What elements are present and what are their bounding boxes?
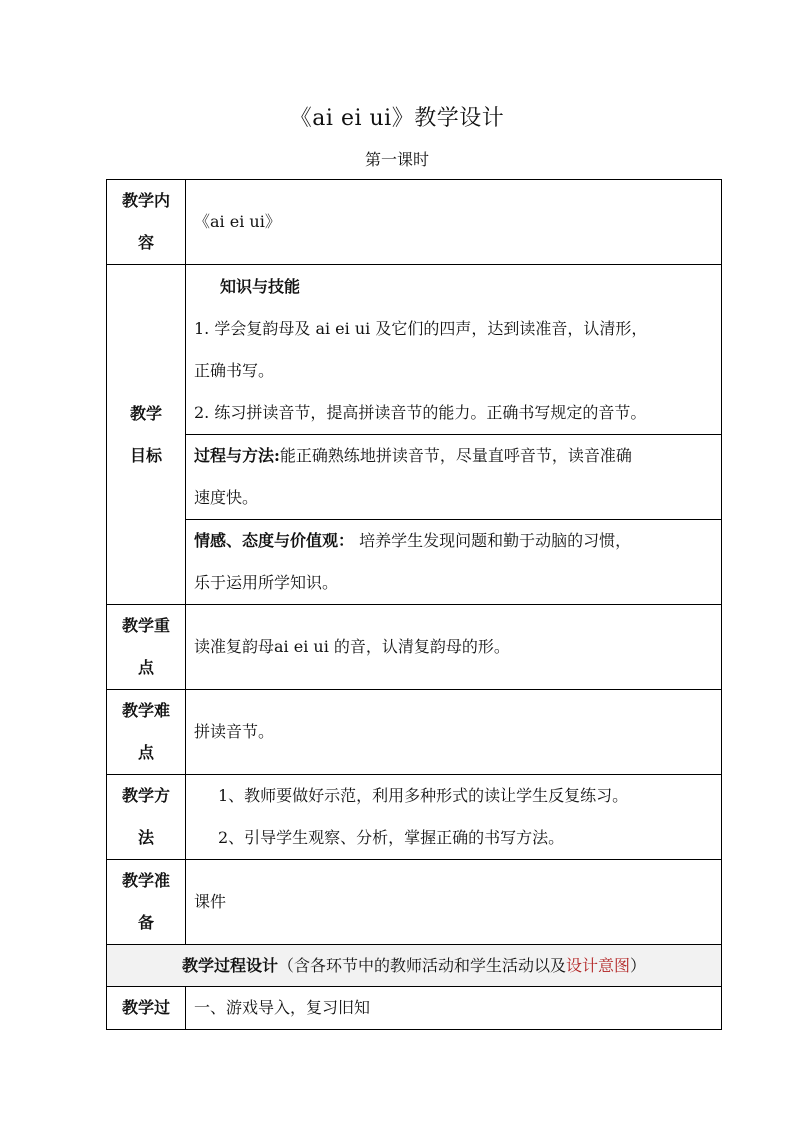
label-line: 教学 <box>129 403 162 423</box>
label-method <box>107 775 186 860</box>
row-method <box>107 775 722 860</box>
method-line-2: 2、引导学生观察、分析，掌握正确的书写方法。 <box>218 828 565 847</box>
knowledge-heading: 知识与技能 <box>220 276 301 296</box>
row-process-header <box>107 945 722 987</box>
row-goals-knowledge <box>107 265 722 435</box>
emotion-text-b: 乐于运用所学知识。 <box>194 573 339 592</box>
label-line: 教学重 <box>121 616 170 635</box>
label-key-points <box>107 605 186 690</box>
label-line: 教学难 <box>121 701 170 720</box>
label-line: 教学准 <box>121 871 170 890</box>
process-text-a: 能正确熟练地拼读音节，尽量直呼音节，读音准确 <box>279 446 632 465</box>
label-line: 教学方 <box>121 786 170 805</box>
row-goals-process <box>107 435 722 520</box>
preparation-text: 课件 <box>186 860 722 945</box>
label-process: 教学过 <box>107 987 186 1030</box>
document-title: 《ai ei ui》教学设计 <box>289 106 505 131</box>
lesson-plan-table <box>106 179 722 1030</box>
process-text: 一、游戏导入，复习旧知 <box>186 987 722 1030</box>
label-line: 点 <box>137 743 154 762</box>
document-subtitle: 第一课时 <box>364 150 429 169</box>
content-text: 《ai ei ui》 <box>186 180 722 265</box>
process-header-note-b: ） <box>630 955 647 975</box>
row-key-points <box>107 605 722 690</box>
row-process <box>107 987 722 1030</box>
process-header-main: 教学过程设计 <box>181 955 278 975</box>
row-difficulty <box>107 690 722 775</box>
process-heading: 过程与方法: <box>194 446 280 465</box>
knowledge-item-1a: 1. 学会复韵母及 ai ei ui 及它们的四声，达到读准音，认清形， <box>194 318 648 338</box>
label-content <box>107 180 186 265</box>
row-content <box>107 180 722 265</box>
goals-knowledge-cell <box>186 265 722 435</box>
goals-emotion-cell <box>186 520 722 605</box>
label-difficulty <box>107 690 186 775</box>
label-line: 容 <box>137 233 154 252</box>
process-header-note-a: （含各环节中的教师活动和学生活动以及 <box>277 955 566 975</box>
process-header-note-red: 设计意图 <box>566 955 631 975</box>
goals-process-cell <box>186 435 722 520</box>
process-design-header <box>107 945 722 987</box>
label-line: 点 <box>137 658 154 677</box>
row-preparation <box>107 860 722 945</box>
method-line-1: 1、教师要做好示范，利用多种形式的读让学生反复练习。 <box>218 786 629 805</box>
method-cell <box>186 775 722 860</box>
label-goals <box>107 265 186 605</box>
knowledge-item-1b: 正确书写。 <box>194 360 275 380</box>
label-line: 目标 <box>129 445 162 465</box>
label-line: 法 <box>137 828 154 847</box>
label-line: 备 <box>137 913 154 932</box>
emotion-heading: 情感、态度与价值观： <box>194 531 355 550</box>
knowledge-item-2: 2. 练习拼读音节，提高拼读音节的能力。正确书写规定的音节。 <box>194 402 647 422</box>
emotion-text-a: 培养学生发现问题和勤于动脑的习惯， <box>354 531 632 550</box>
key-points-text: 读准复韵母ai ei ui 的音，认清复韵母的形。 <box>186 605 722 690</box>
process-text-b: 速度快。 <box>194 488 259 507</box>
label-preparation <box>107 860 186 945</box>
difficulty-text: 拼读音节。 <box>186 690 722 775</box>
label-line: 教学内 <box>121 191 170 210</box>
row-goals-emotion <box>107 520 722 605</box>
